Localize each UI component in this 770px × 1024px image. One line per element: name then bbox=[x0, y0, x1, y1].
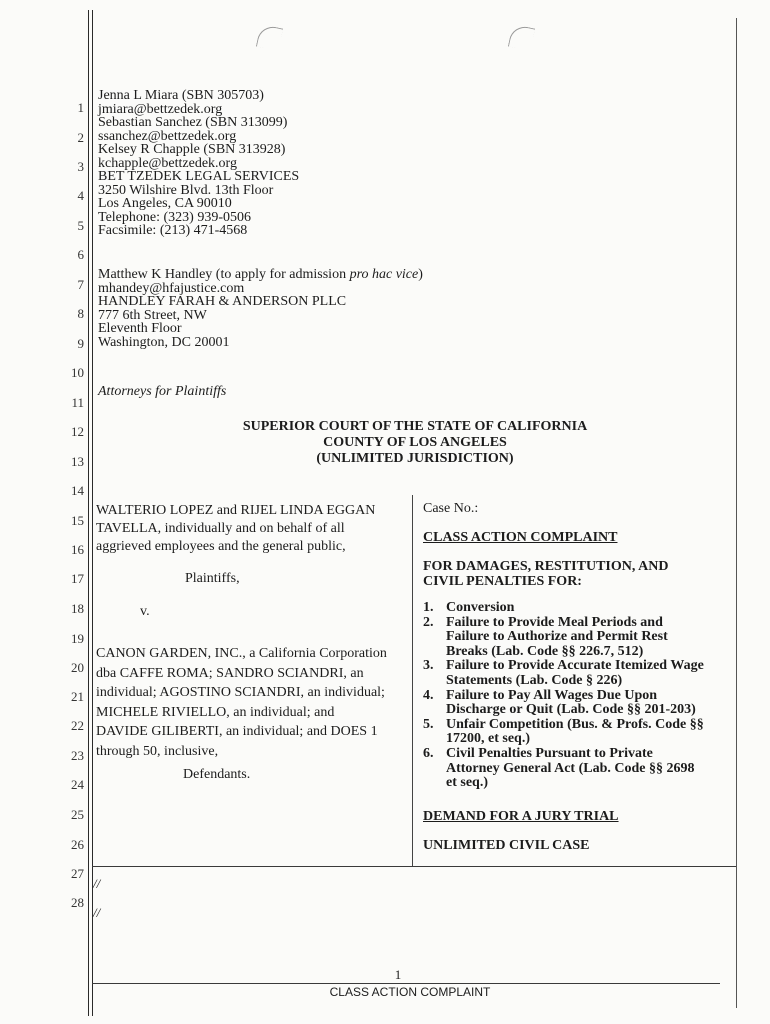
defendants-label: Defendants. bbox=[183, 767, 251, 782]
document-title: CLASS ACTION COMPLAINT bbox=[423, 530, 618, 545]
caption-divider-bottom bbox=[92, 866, 736, 867]
line-number: 9 bbox=[77, 336, 84, 351]
attorney-line: 3250 Wilshire Blvd. 13th Floor bbox=[98, 182, 274, 198]
caption-line: WALTERIO LOPEZ and RIJEL LINDA EGGAN bbox=[96, 503, 376, 518]
caption-line: MICHELE RIVIELLO, an individual; and bbox=[96, 704, 335, 720]
continuation-slashes: // bbox=[93, 876, 101, 891]
line-number: 10 bbox=[71, 365, 84, 380]
attorney-block-2 bbox=[98, 268, 423, 349]
line-number: 5 bbox=[77, 218, 84, 233]
line-number: 14 bbox=[71, 483, 84, 498]
attorney-line: Los Angeles, CA 90010 bbox=[98, 196, 232, 211]
claim-item: 3. Failure to Provide Accurate Itemized Wage Statements (Lab. Code § 226) bbox=[423, 658, 704, 688]
line-number: 3 bbox=[77, 159, 84, 174]
jury-demand: DEMAND FOR A JURY TRIAL bbox=[423, 809, 619, 824]
line-number: 25 bbox=[71, 807, 84, 822]
court-heading bbox=[150, 419, 680, 467]
caption-line: TAVELLA, individually and on behalf of all bbox=[96, 521, 345, 536]
attorney-line: Eleventh Floor bbox=[98, 321, 182, 336]
line-number: 18 bbox=[71, 601, 84, 616]
caption-line: through 50, inclusive, bbox=[96, 743, 219, 759]
line-number: 8 bbox=[77, 306, 84, 321]
attorney-line: kchapple@bettzedek.org bbox=[98, 155, 237, 171]
line-number: 24 bbox=[71, 777, 84, 792]
court-name: SUPERIOR COURT OF THE STATE OF CALIFORNIA bbox=[242, 419, 588, 434]
line-number: 26 bbox=[71, 837, 84, 852]
right-margin-rule bbox=[736, 18, 737, 1008]
attorney-line: Sebastian Sanchez (SBN 313099) bbox=[98, 115, 288, 130]
line-number: 28 bbox=[71, 895, 84, 910]
caption-line: aggrieved employees and the general public, bbox=[96, 539, 346, 554]
attorney-line: Washington, DC 20001 bbox=[98, 334, 230, 350]
attorneys-for-plaintiffs: Attorneys for Plaintiffs bbox=[98, 384, 227, 399]
punch-hole-mark-right bbox=[508, 24, 535, 51]
attorney-line: Telephone: (323) 939-0506 bbox=[98, 209, 251, 225]
attorney-line: Facsimile: (213) 471-4568 bbox=[98, 223, 248, 238]
caption-line: DAVIDE GILIBERTI, an individual; and DOES 1 bbox=[96, 724, 378, 739]
claim-item: 2. Failure to Provide Meal Periods and Failure to Authorize and Permit Rest Breaks (Lab. Code §§ 226.7, 512) bbox=[423, 614, 668, 659]
line-number: 17 bbox=[71, 571, 84, 586]
case-number: Case No.: bbox=[423, 501, 479, 516]
damages-heading: FOR DAMAGES, RESTITUTION, AND CIVIL PENALTIES FOR: bbox=[423, 559, 669, 589]
punch-hole-mark-left bbox=[256, 24, 283, 51]
line-number: 19 bbox=[71, 631, 84, 646]
claim-item: 5. Unfair Competition (Bus. & Profs. Code §§ 17200, et seq.) bbox=[423, 716, 704, 747]
attorney-line: Jenna L Miara (SBN 305703) bbox=[98, 88, 264, 103]
attorney-line: mhandey@hfajustice.com bbox=[98, 280, 245, 296]
versus: v. bbox=[140, 604, 150, 619]
attorney-line: Kelsey R Chapple (SBN 313928) bbox=[98, 142, 286, 157]
attorney-line: BET TZEDEK LEGAL SERVICES bbox=[98, 169, 300, 184]
line-number: 16 bbox=[71, 542, 84, 557]
attorney-line: HANDLEY FARAH & ANDERSON PLLC bbox=[98, 294, 347, 309]
claims-list bbox=[423, 601, 704, 791]
attorney-line: jmiara@bettzedek.org bbox=[98, 101, 223, 117]
footer-title: CLASS ACTION COMPLAINT bbox=[329, 985, 491, 999]
line-number: 13 bbox=[71, 454, 84, 469]
line-number: 4 bbox=[77, 188, 84, 203]
attorney-line: ssanchez@bettzedek.org bbox=[98, 128, 237, 144]
caption-divider-vertical bbox=[412, 495, 413, 867]
line-number: 12 bbox=[71, 424, 84, 439]
left-margin-rule-outer bbox=[88, 10, 89, 1016]
court-jurisdiction: (UNLIMITED JURISDICTION) bbox=[316, 451, 514, 466]
line-number: 6 bbox=[77, 247, 84, 262]
line-number: 21 bbox=[71, 689, 84, 704]
page-number: 1 bbox=[394, 967, 402, 982]
claim-item: 6. Civil Penalties Pursuant to Private Attorney General Act (Lab. Code §§ 2698 et seq.) bbox=[423, 745, 695, 791]
caption-line: individual; AGOSTINO SCIANDRI, an individual; bbox=[96, 685, 385, 700]
line-number: 1 bbox=[77, 100, 84, 115]
pro-hac-vice: pro hac vice bbox=[349, 267, 419, 282]
caption-line: dba CAFFE ROMA; SANDRO SCIANDRI, an bbox=[96, 665, 364, 681]
footer-rule bbox=[92, 983, 720, 984]
attorney-line: 777 6th Street, NW bbox=[98, 307, 207, 323]
attorney-block-1 bbox=[98, 89, 299, 238]
line-number: 2 bbox=[77, 130, 84, 145]
attorney-name-line: Matthew K Handley (to apply for admission pro hac vice) bbox=[98, 267, 423, 282]
line-number: 23 bbox=[71, 748, 84, 763]
line-number: 22 bbox=[71, 718, 84, 733]
court-county: COUNTY OF LOS ANGELES bbox=[323, 435, 507, 450]
claim-item: 4. Failure to Pay All Wages Due Upon Discharge or Quit (Lab. Code §§ 201-203) bbox=[423, 687, 696, 718]
line-number: 7 bbox=[77, 277, 84, 292]
case-type: UNLIMITED CIVIL CASE bbox=[423, 838, 590, 853]
line-number: 15 bbox=[71, 513, 84, 528]
claim-item: 1. Conversion bbox=[423, 600, 515, 615]
continuation-slashes: // bbox=[93, 905, 101, 920]
line-number: 27 bbox=[71, 866, 84, 881]
line-number: 11 bbox=[71, 395, 84, 410]
line-number: 20 bbox=[71, 660, 84, 675]
defendants-caption bbox=[96, 644, 387, 761]
plaintiffs-label: Plaintiffs, bbox=[185, 571, 240, 586]
caption-line: CANON GARDEN, INC., a California Corporation bbox=[96, 646, 387, 661]
plaintiffs-caption bbox=[96, 502, 375, 556]
